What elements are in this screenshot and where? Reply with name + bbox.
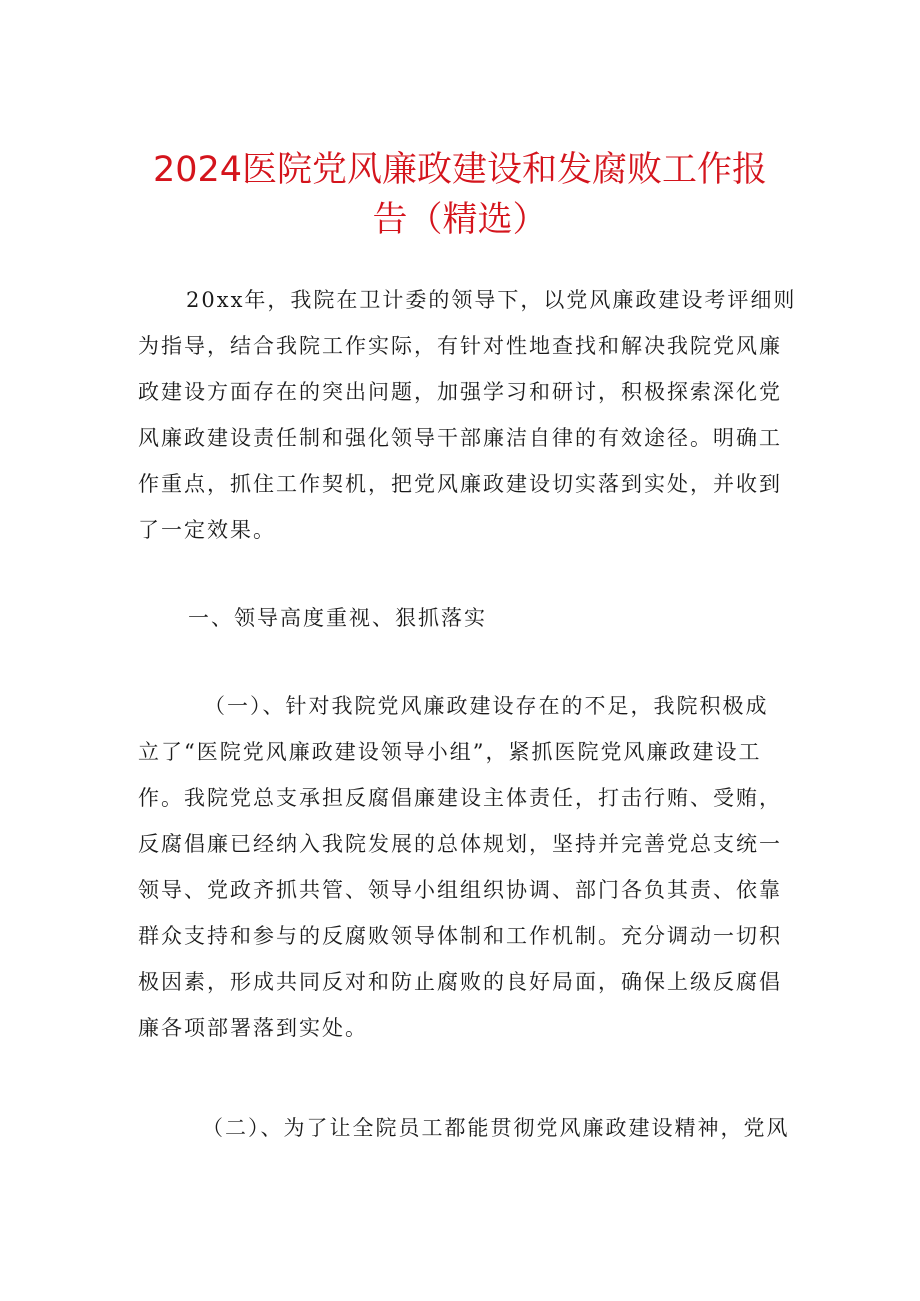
paragraph-line: 立了“医院党风廉政建设领导小组”，紧抓医院党风廉政建设工 <box>138 740 762 764</box>
document-title-line-1: 2024医院党风廉政建设和发腐败工作报 <box>152 150 768 190</box>
paragraph-line: 为指导，结合我院工作实际，有针对性地查找和解决我院党风廉 <box>138 334 782 358</box>
paragraph-line: 作。我院党总支承担反腐倡廉建设主体责任，打击行贿、受贿， <box>138 786 782 810</box>
document-title-line-2: 告（精选） <box>372 200 548 240</box>
subsection-2-paragraph <box>138 1105 788 1151</box>
paragraph-line: 政建设方面存在的突出问题，加强学习和研讨，积极探索深化党 <box>138 380 782 404</box>
paragraph-line: 廉各项部署落到实处。 <box>138 1016 368 1040</box>
section-heading-text: 一、领导高度重视、狠抓落实 <box>188 606 487 630</box>
intro-paragraph <box>138 277 797 553</box>
paragraph-line: 反腐倡廉已经纳入我院发展的总体规划，坚持并完善党总支统一 <box>138 832 782 856</box>
paragraph-line: 作重点，抓住工作契机，把党风廉政建设切实落到实处，并收到 <box>138 472 782 496</box>
section-heading <box>138 595 788 641</box>
paragraph-line: 群众支持和参与的反腐败领导体制和工作机制。充分调动一切积 <box>138 924 782 948</box>
subsection-1-paragraph <box>138 683 788 1051</box>
paragraph-line: 风廉政建设责任制和强化领导干部廉洁自律的有效途径。明确工 <box>138 426 782 450</box>
paragraph-line: 领导、党政齐抓共管、领导小组组织协调、部门各负其责、依靠 <box>138 878 782 902</box>
paragraph-line: （二）、为了让全院员工都能贯彻党风廉政建设精神，党风 <box>202 1116 790 1140</box>
paragraph-line: 极因素，形成共同反对和防止腐败的良好局面，确保上级反腐倡 <box>138 970 782 994</box>
paragraph-line: （一）、针对我院党风廉政建设存在的不足，我院积极成 <box>204 694 769 718</box>
paragraph-line: 了一定效果。 <box>138 518 276 542</box>
paragraph-line: 20xx年，我院在卫计委的领导下，以党风廉政建设考评细则 <box>186 288 797 312</box>
